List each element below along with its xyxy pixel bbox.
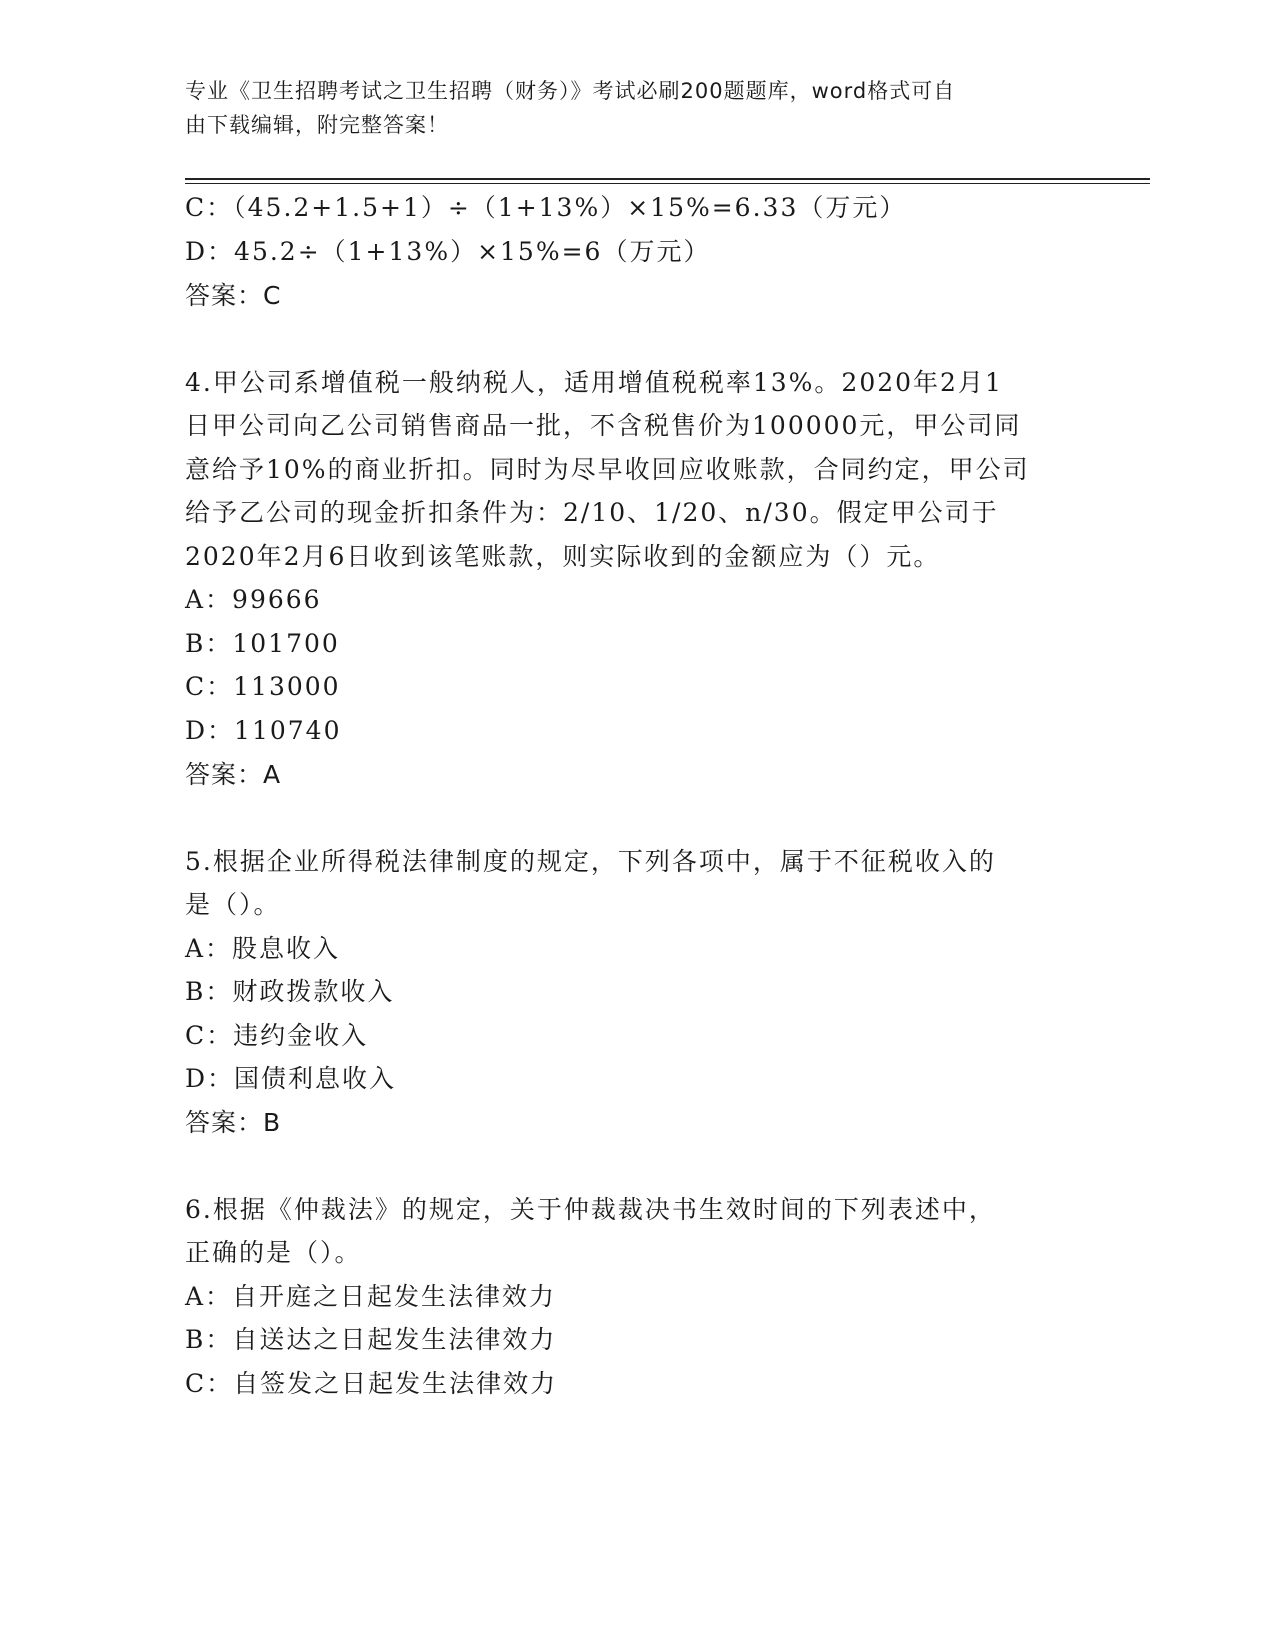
header-divider-thin — [185, 183, 1150, 184]
q5-option-a: A：股息收入 — [185, 934, 341, 963]
header-divider-thick — [185, 178, 1150, 180]
q5-option-c: C：违约金收入 — [185, 1021, 369, 1050]
q4-option-b: B：101700 — [185, 629, 340, 658]
q4-answer: 答案：A — [185, 760, 282, 789]
q5-answer: 答案：B — [185, 1108, 282, 1137]
header-line-1: 专业《卫生招聘考试之卫生招聘（财务）》考试必刷200题题库，word格式可自 — [185, 79, 956, 103]
q3-answer: 答案：C — [185, 281, 282, 310]
q6-option-c: C：自签发之日起发生法律效力 — [185, 1369, 558, 1398]
q4-stem-line-5: 2020年2月6日收到该笔账款，则实际收到的金额应为（）元。 — [185, 542, 941, 571]
q3-option-c: C：（45.2+1.5+1）÷（1+13%）×15%=6.33（万元） — [185, 193, 907, 222]
q6-option-a: A：自开庭之日起发生法律效力 — [185, 1282, 557, 1311]
q4-option-a: A：99666 — [185, 585, 322, 614]
q6-option-b: B：自送达之日起发生法律效力 — [185, 1325, 557, 1354]
q6-stem-line-2: 正确的是（）。 — [185, 1238, 362, 1267]
q4-stem-line-4: 给予乙公司的现金折扣条件为：2/10、1/20、n/30。假定甲公司于 — [185, 498, 999, 527]
q4-option-d: D：110740 — [185, 716, 342, 745]
q6-stem-line-1: 6.根据《仲裁法》的规定，关于仲裁裁决书生效时间的下列表述中， — [185, 1195, 996, 1224]
q5-stem-line-1: 5.根据企业所得税法律制度的规定，下列各项中，属于不征税收入的 — [185, 847, 996, 876]
q3-option-d: D：45.2÷（1+13%）×15%=6（万元） — [185, 237, 711, 266]
q5-option-d: D：国债利息收入 — [185, 1064, 397, 1093]
header-line-2: 由下载编辑，附完整答案！ — [185, 113, 449, 137]
q5-stem-line-2: 是（）。 — [185, 890, 281, 919]
q4-stem-line-1: 4.甲公司系增值税一般纳税人，适用增值税税率13%。2020年2月1 — [185, 368, 1003, 397]
q5-option-b: B：财政拨款收入 — [185, 977, 395, 1006]
q4-stem-line-3: 意给予10%的商业折扣。同时为尽早收回应收账款，合同约定，甲公司 — [185, 455, 1030, 484]
q4-option-c: C：113000 — [185, 672, 341, 701]
q4-stem-line-2: 日甲公司向乙公司销售商品一批，不含税售价为100000元，甲公司同 — [185, 411, 1022, 440]
document-header — [185, 74, 1065, 142]
